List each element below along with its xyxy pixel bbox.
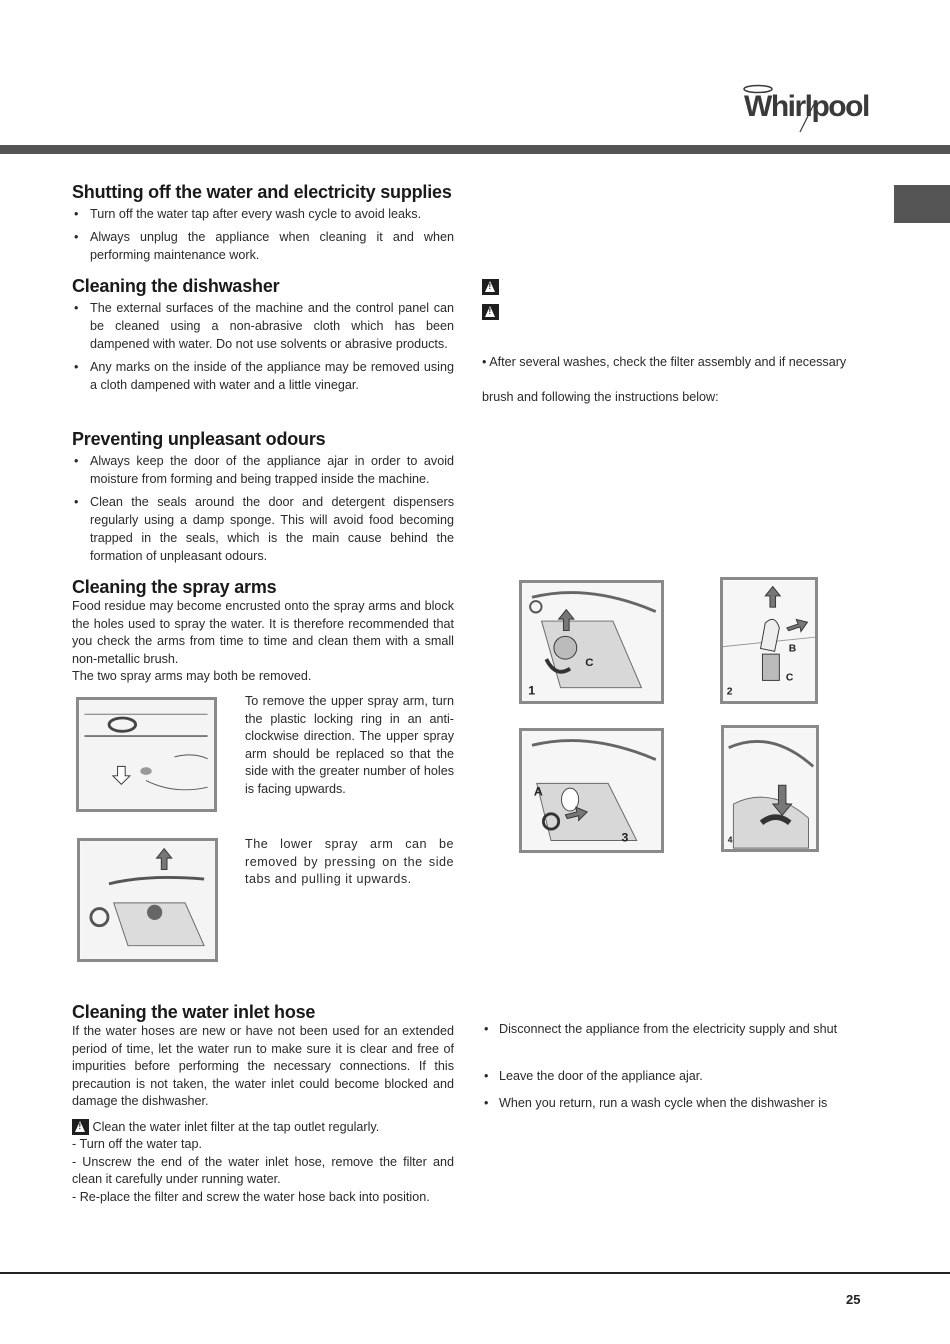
warning-icon: [482, 304, 499, 320]
step: - Re-place the filter and screw the water hose back into position.: [72, 1189, 430, 1204]
step: - Unscrew the end of the water inlet hose, remove the filter and clean it carefully under running water.: [72, 1154, 454, 1186]
footer-rule: [0, 1272, 950, 1274]
upper-arm-text: To remove the upper spray arm, turn the plastic locking ring in an anti-clockwise direction. The upper spray arm should be replaced so that the side with the greater number of holes is facing upwards.: [245, 694, 454, 796]
filter-figure-3: [519, 728, 664, 853]
paragraph: If the water hoses are new or have not been used for an extended period of time, let the water run to make sure it is clear and free of impurities before performing the necessary connections. If this precaution is not taken, the water inlet could become blocked and damage the dishwasher.: [72, 1024, 454, 1108]
page-number: 25: [846, 1292, 861, 1307]
filter-text-line: brush and following the instructions below:: [482, 390, 719, 404]
lower-spray-arm-illustration: [77, 838, 218, 962]
figure-number: 2: [726, 686, 733, 698]
bullet: • Clean the seals around the door and detergent dispensers regularly using a damp sponge. This will avoid food becoming trapped in the seals, which is the main cause behind the formation of unpleasant odours.: [72, 493, 454, 565]
section-title: Cleaning the dishwasher: [72, 276, 280, 296]
figure-label: A: [533, 784, 543, 799]
warning-icon: [72, 1119, 89, 1135]
filter-text-line: • After several washes, check the filter assembly and if necessary: [482, 355, 847, 369]
section-title: Preventing unpleasant odours: [72, 429, 326, 449]
bullet: • The external surfaces of the machine and the control panel can be cleaned using a non-abrasive cloth which has been dampened with water. Do not use solvents or abrasive products.: [72, 299, 454, 353]
figure-label: B: [788, 643, 797, 655]
section-shutoff: [72, 182, 454, 264]
warning-text: Clean the water inlet filter at the tap outlet regularly.: [92, 1119, 380, 1134]
bullet: • Leave the door of the appliance ajar.: [482, 1067, 889, 1085]
bullet: • Always keep the door of the appliance ajar in order to avoid moisture from forming and being trapped inside the machine.: [72, 452, 454, 488]
section-title: Cleaning the water inlet hose: [72, 1002, 316, 1022]
filter-figure-1: [519, 580, 664, 704]
bullet: • Any marks on the inside of the appliance may be removed using a cloth dampened with water and a little vinegar.: [72, 358, 454, 394]
section-cleaning: [72, 276, 454, 394]
warning-icon: [482, 279, 499, 295]
bullet: • Disconnect the appliance from the electricity supply and shut: [482, 1020, 889, 1038]
figure-number: 1: [528, 683, 536, 698]
section-title: Cleaning the spray arms: [72, 577, 277, 597]
upper-spray-arm-illustration: [76, 697, 217, 812]
bullet: • Always unplug the appliance when cleaning it and when performing maintenance work.: [72, 228, 454, 264]
bullet: • Turn off the water tap after every wash cycle to avoid leaks.: [72, 205, 454, 223]
filter-figure-2: [720, 577, 818, 704]
paragraph: Food residue may become encrusted onto the spray arms and block the holes used to spray the water. It is therefore recommended that you check the arms from time to time and clean them with a small non-metallic brush.: [72, 599, 454, 666]
figure-number: 3: [621, 830, 629, 845]
lower-arm-text: The lower spray arm can be removed by pressing on the side tabs and pulling it upwards.: [245, 837, 454, 886]
figure-label: C: [785, 672, 794, 684]
step: - Turn off the water tap.: [72, 1137, 202, 1151]
warning-line: [72, 1119, 454, 1137]
filter-figure-4: [721, 725, 819, 852]
language-tab: [894, 185, 950, 223]
paragraph: The two spray arms may both be removed.: [72, 669, 312, 683]
bullet: • When you return, run a wash cycle when the dishwasher is: [482, 1094, 889, 1112]
section-inlet-hose: [72, 1002, 454, 1206]
section-odours: [72, 429, 454, 565]
section-title: Shutting off the water and electricity supplies: [72, 182, 452, 202]
section-spray-arms: [72, 577, 454, 686]
figure-label: C: [585, 656, 594, 669]
header-bar: [0, 145, 950, 154]
figure-number: 4: [727, 834, 733, 845]
whirlpool-logo: [738, 82, 868, 140]
brand-name: Whirlpool: [744, 90, 869, 123]
